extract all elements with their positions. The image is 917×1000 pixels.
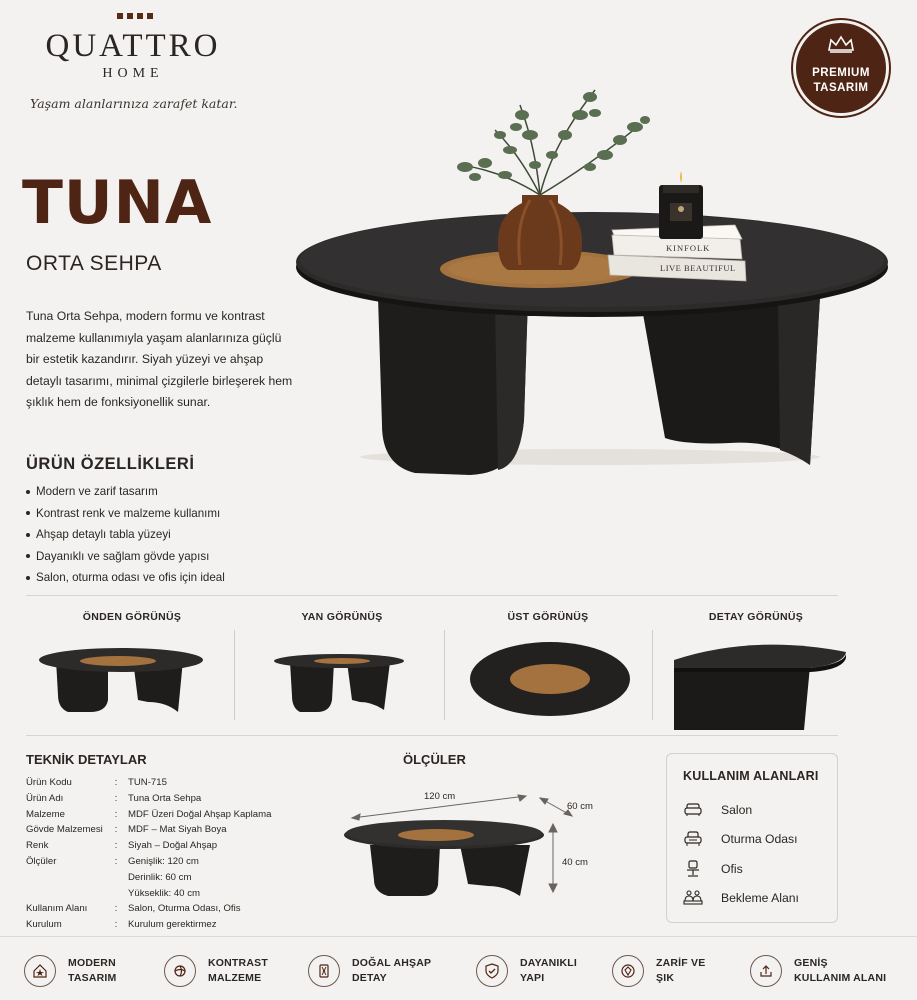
waiting-people-icon <box>683 888 703 908</box>
table-row: Kullanım Alanı : Salon, Oturma Odası, Ofis <box>26 903 241 915</box>
dimensions-diagram <box>340 790 580 902</box>
usage-item-ofis <box>683 858 743 880</box>
dimension-width: 120 cm <box>424 791 456 802</box>
wood-icon <box>308 955 340 987</box>
feature-zarif <box>612 951 705 991</box>
logo-dots <box>110 13 160 21</box>
view-separator <box>444 630 445 720</box>
dimension-height: 40 cm <box>562 857 588 868</box>
feature-line: DETAY <box>352 972 387 984</box>
badge-line-2: TASARIM <box>813 82 869 94</box>
hero-product-image <box>290 85 900 485</box>
texture-icon <box>164 955 196 987</box>
feature-line: GENİŞ <box>794 957 828 969</box>
view-label-detail: DETAY GÖRÜNÜŞ <box>708 611 804 623</box>
feature-line: KONTRAST <box>208 957 268 969</box>
top-view-image <box>468 640 632 718</box>
usage-item-oturma <box>683 828 798 850</box>
feature-item: Kontrast renk ve malzeme kullanımı <box>26 503 225 525</box>
usage-label: Bekleme Alanı <box>721 891 799 905</box>
product-title: TUNA <box>22 168 213 238</box>
usage-label: Ofis <box>721 862 743 876</box>
feature-item: Salon, oturma odası ve ofis için ideal <box>26 567 225 589</box>
feature-line: ŞIK <box>656 972 675 984</box>
table-row: Yükseklik: 40 cm <box>128 887 200 899</box>
features-title: ÜRÜN ÖZELLİKLERİ <box>26 455 195 473</box>
features-list <box>26 481 225 589</box>
feature-line: ZARİF VE <box>656 957 706 969</box>
dimensions-title: ÖLÇÜLER <box>403 752 466 767</box>
feature-line: DAYANIKLI <box>520 957 578 969</box>
feature-modern <box>24 951 116 991</box>
usage-item-salon <box>683 799 752 821</box>
feature-strip <box>0 936 917 1000</box>
feature-line: KULLANIM ALANI <box>794 972 887 984</box>
feature-line: MALZEME <box>208 972 262 984</box>
brand-tagline: Yaşam alanlarınıza zarafet katar. <box>30 96 238 111</box>
usage-label: Salon <box>721 803 753 817</box>
dimension-depth: 60 cm <box>567 801 593 812</box>
feature-line: TASARIM <box>68 972 117 984</box>
badge-line-1: PREMIUM <box>812 67 870 79</box>
divider <box>26 595 838 596</box>
feature-item: Dayanıklı ve sağlam gövde yapısı <box>26 546 225 568</box>
view-label-top: ÜST GÖRÜNÜŞ <box>507 611 589 623</box>
front-view-image <box>38 640 204 718</box>
product-description: Tuna Orta Sehpa, modern formu ve kontrast malzeme kullanımıyla yaşam alanlarınıza güçlü bir estetik kazandırır. Siyah yüzeyi ve ahşap detaylı tasarımı, minimal çizgilerle birleşerek hem şıklık hem de fonksiyonellik sunar. <box>26 309 293 409</box>
usage-panel <box>666 753 838 923</box>
tech-table <box>26 775 271 933</box>
usage-label: Oturma Odası <box>721 832 798 846</box>
feature-item: Modern ve zarif tasarım <box>26 481 225 503</box>
brand-subtitle: HOME <box>102 66 164 81</box>
book-title-bottom: LIVE BEAUTIFUL <box>660 263 736 273</box>
brand-logo: QUATTRO <box>45 28 221 64</box>
shield-icon <box>476 955 508 987</box>
armchair-icon <box>683 829 703 849</box>
table-row: Ölçüler : Genişlik: 120 cm <box>26 855 199 867</box>
feature-genis <box>750 951 886 991</box>
table-row: Gövde Malzemesi : MDF – Mat Siyah Boya <box>26 824 227 836</box>
feature-line: MODERN <box>68 957 116 969</box>
expand-icon <box>750 955 782 987</box>
feature-dayanikli <box>476 951 577 991</box>
feature-line: DOĞAL AHŞAP <box>352 957 432 969</box>
sofa-icon <box>683 800 703 820</box>
book-title-top: KINFOLK <box>666 243 711 253</box>
usage-item-bekleme <box>683 887 799 909</box>
star-house-icon <box>24 955 56 987</box>
table-row: Malzeme : MDF Üzeri Doğal Ahşap Kaplama <box>26 808 272 820</box>
tech-title: TEKNİK DETAYLAR <box>26 752 147 767</box>
view-separator <box>234 630 235 720</box>
usage-title: KULLANIM ALANLARI <box>683 769 819 783</box>
table-row: Kurulum : Kurulum gerektirmez <box>26 919 217 931</box>
feature-line: YAPI <box>520 972 545 984</box>
feature-item: Ahşap detaylı tabla yüzeyi <box>26 524 225 546</box>
feature-ahsap <box>308 951 431 991</box>
table-row: Derinlik: 60 cm <box>128 871 192 883</box>
gem-icon <box>612 955 644 987</box>
table-row: Ürün Kodu : TUN-715 <box>26 777 167 788</box>
table-row: Ürün Adı : Tuna Orta Sehpa <box>26 792 202 804</box>
view-label-front: ÖNDEN GÖRÜNÜŞ <box>82 611 182 623</box>
feature-kontrast <box>164 951 268 991</box>
detail-view-image <box>674 634 848 730</box>
office-chair-icon <box>683 859 703 879</box>
side-view-image <box>272 650 408 716</box>
view-separator <box>652 630 653 720</box>
divider <box>26 735 838 736</box>
view-label-side: YAN GÖRÜNÜŞ <box>301 611 383 623</box>
crown-icon <box>796 35 886 56</box>
table-row: Renk : Siyah – Doğal Ahşap <box>26 840 218 852</box>
product-type: ORTA SEHPA <box>26 252 162 275</box>
